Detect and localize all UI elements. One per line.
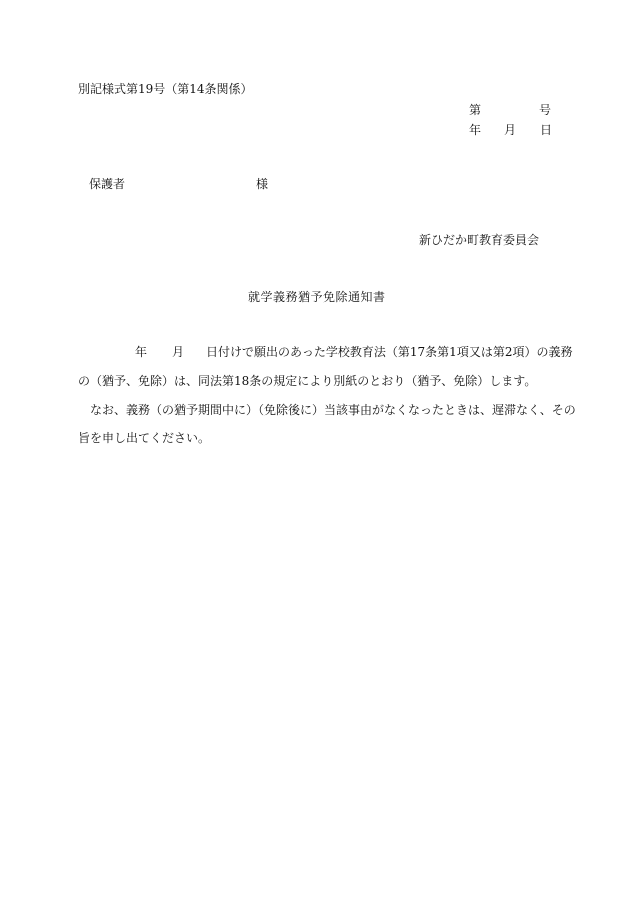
body-month-label: 月: [172, 345, 185, 359]
body-line-1: [78, 345, 572, 359]
recipient-label: 保護者: [89, 177, 126, 191]
date-day-label: 日: [540, 123, 553, 137]
body-line-4: 旨を申し出てください。: [78, 431, 211, 445]
document-title: 就学義務猶予免除通知書: [248, 290, 386, 304]
body-line-1-text: 日付けで願出のあった学校教育法（第17条第1項又は第2項）の義務: [206, 345, 573, 359]
body-line-3: [78, 403, 576, 417]
date-year-label: 年: [469, 123, 482, 137]
body-year-label: 年: [135, 345, 148, 359]
doc-number-suffix: 号: [538, 103, 551, 117]
date-month-label: 月: [504, 123, 517, 137]
recipient-honorific: 様: [256, 177, 269, 191]
body-line-3-text: なお、義務（の猶予期間中に）（免除後に）当該事由がなくなったときは、遅滞なく、その: [90, 403, 576, 417]
recipient: [89, 177, 269, 191]
doc-number-prefix: 第: [469, 103, 482, 117]
body-line-2: の（猶予、免除）は、同法第18条の規定により別紙のとおり（猶予、免除）します。: [78, 374, 537, 388]
sender-name: 新ひだか町教育委員会: [419, 233, 540, 247]
form-number: 別記様式第19号（第14条関係）: [78, 82, 253, 96]
